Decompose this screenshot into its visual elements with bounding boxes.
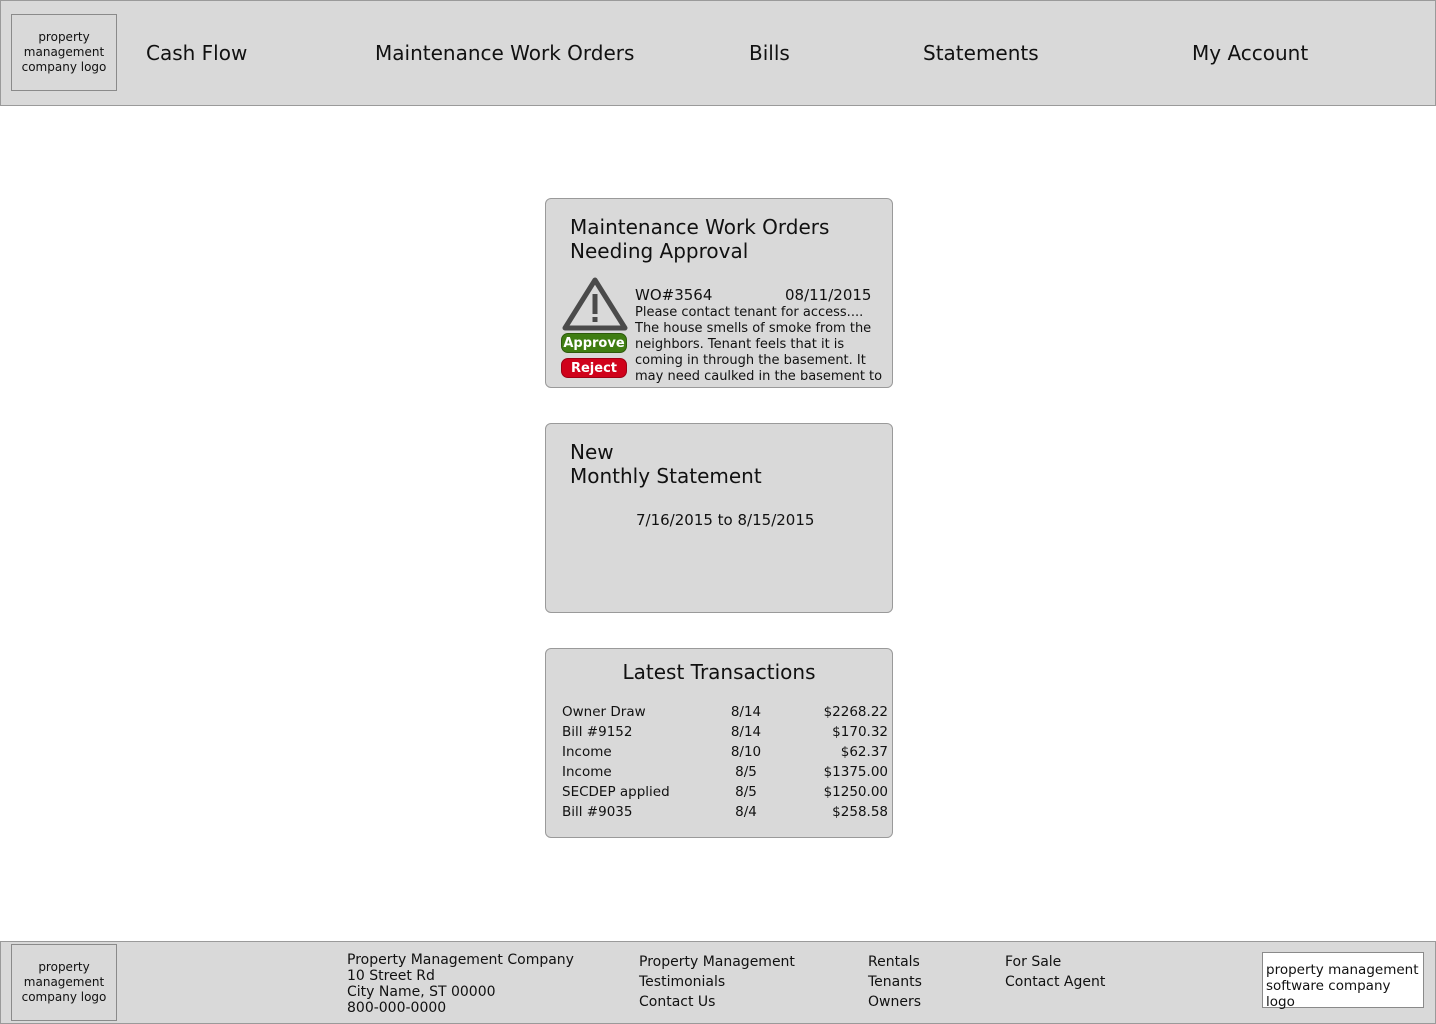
transaction-date: 8/5 [735, 784, 757, 800]
transaction-row[interactable] [562, 744, 888, 764]
footer [0, 941, 1436, 1024]
transaction-description: Bill #9152 [562, 724, 633, 740]
transaction-row[interactable] [562, 764, 888, 784]
transaction-description: Owner Draw [562, 704, 646, 720]
transaction-date: 8/14 [730, 724, 762, 740]
work-order-date: 08/11/2015 [785, 286, 872, 304]
footer-links-col1 [639, 952, 795, 1012]
statement-card-title [570, 440, 762, 488]
transaction-date: 8/10 [730, 744, 762, 760]
company-logo[interactable]: property management company logo [11, 14, 117, 91]
footer-link-owners[interactable]: Owners [868, 994, 922, 1010]
work-orders-title-line1: Maintenance Work Orders [570, 215, 830, 239]
transactions-card-title: Latest Transactions [622, 660, 816, 684]
transaction-amount: $258.58 [832, 804, 888, 820]
work-orders-card-title [570, 215, 829, 263]
footer-link-contact-agent[interactable]: Contact Agent [1005, 974, 1106, 990]
latest-transactions-card [545, 648, 893, 838]
transaction-row[interactable] [562, 804, 888, 824]
transaction-description: SECDEP applied [562, 784, 670, 800]
footer-link-rentals[interactable]: Rentals [868, 954, 920, 970]
transaction-amount: $1250.00 [823, 784, 888, 800]
nav-statements[interactable]: Statements [923, 41, 1039, 65]
nav-my-account[interactable]: My Account [1192, 41, 1309, 65]
software-company-logo[interactable]: property management software company logo [1262, 952, 1424, 1008]
warning-triangle-icon [562, 277, 628, 331]
transaction-description: Bill #9035 [562, 804, 633, 820]
footer-city: City Name, ST 00000 [347, 984, 496, 1000]
footer-link-property-management[interactable]: Property Management [639, 954, 795, 970]
transaction-description: Income [562, 744, 612, 760]
footer-link-contact-us[interactable]: Contact Us [639, 994, 716, 1010]
approve-button[interactable]: Approve [561, 333, 627, 353]
footer-link-testimonials[interactable]: Testimonials [639, 974, 726, 990]
footer-link-tenants[interactable]: Tenants [868, 974, 922, 990]
nav-maintenance-work-orders[interactable]: Maintenance Work Orders [375, 41, 635, 65]
transaction-date: 8/14 [730, 704, 762, 720]
work-order-description: Please contact tenant for access.... The house smells of smoke from the neighbors. Tenant feels that it is coming in through the basement. It may need caulked in the basement to [635, 305, 883, 384]
transaction-row[interactable] [562, 724, 888, 744]
footer-company-name: Property Management Company [347, 952, 574, 968]
monthly-statement-card[interactable] [545, 423, 893, 613]
reject-button[interactable]: Reject [561, 358, 627, 378]
footer-company-address [347, 952, 574, 1016]
footer-street: 10 Street Rd [347, 968, 435, 984]
footer-links-col2 [868, 952, 922, 1012]
transaction-amount: $62.37 [840, 744, 888, 760]
transaction-amount: $170.32 [832, 724, 888, 740]
work-orders-approval-card [545, 198, 893, 388]
footer-link-for-sale[interactable]: For Sale [1005, 954, 1062, 970]
statement-date-range[interactable]: 7/16/2015 to 8/15/2015 [636, 511, 815, 529]
statement-title-line1: New [570, 440, 614, 464]
footer-company-logo[interactable]: property management company logo [11, 944, 117, 1021]
top-navigation-bar [0, 0, 1436, 106]
statement-title-line2: Monthly Statement [570, 464, 762, 488]
nav-bills[interactable]: Bills [749, 41, 790, 65]
work-orders-title-line2: Needing Approval [570, 239, 749, 263]
transaction-amount: $2268.22 [823, 704, 888, 720]
footer-links-col3 [1005, 952, 1105, 992]
work-order-number[interactable]: WO#3564 [635, 286, 713, 304]
transaction-date: 8/5 [735, 764, 757, 780]
transaction-description: Income [562, 764, 612, 780]
transaction-row[interactable] [562, 704, 888, 724]
transaction-amount: $1375.00 [823, 764, 888, 780]
footer-phone: 800-000-0000 [347, 1000, 447, 1016]
nav-cash-flow[interactable]: Cash Flow [146, 41, 248, 65]
transaction-date: 8/4 [735, 804, 757, 820]
transaction-row[interactable] [562, 784, 888, 804]
